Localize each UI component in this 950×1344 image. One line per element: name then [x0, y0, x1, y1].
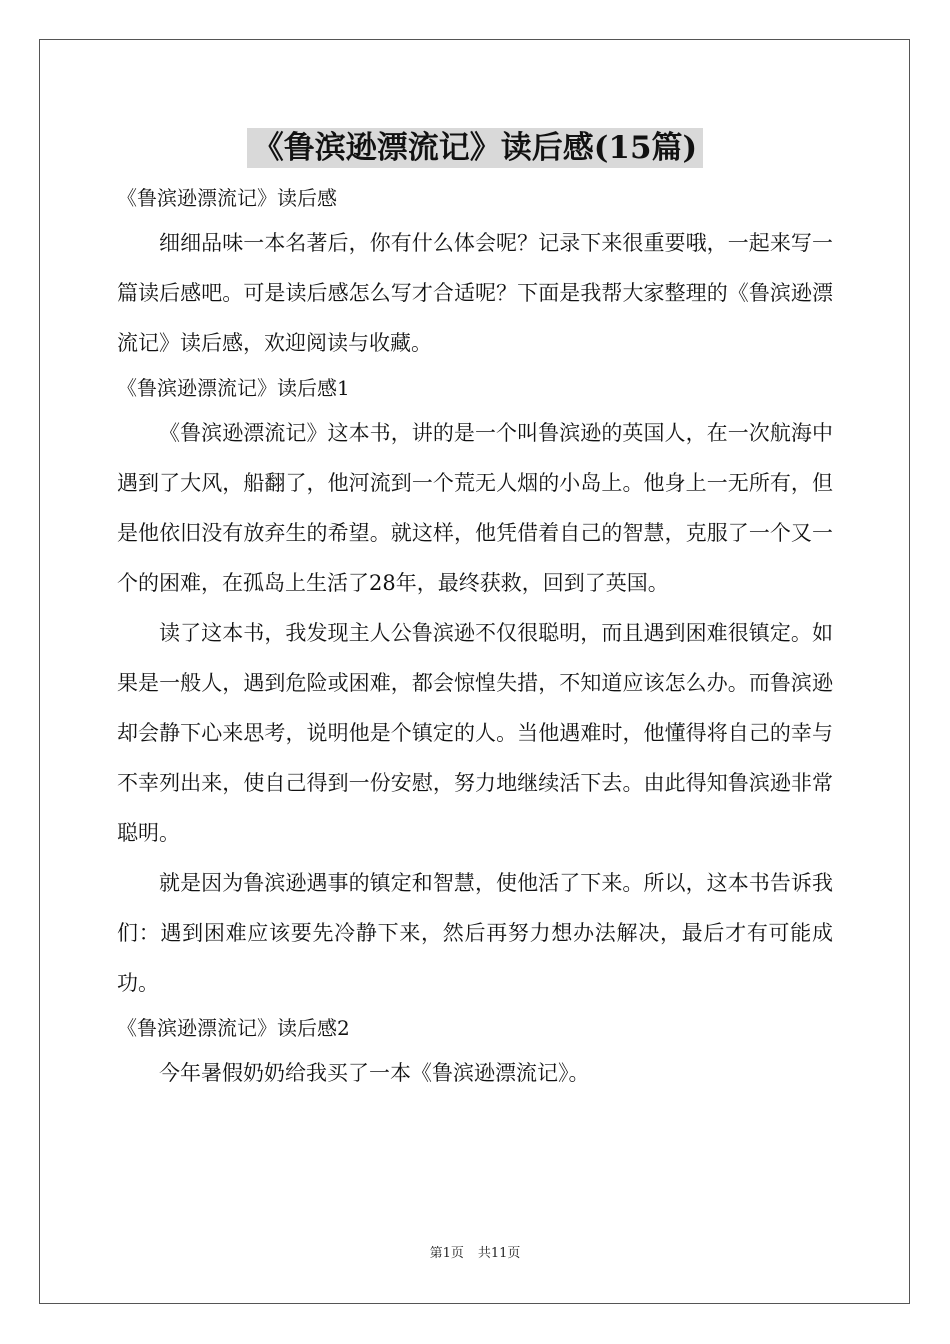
section-heading: 《鲁滨逊漂流记》读后感 [117, 186, 337, 210]
paragraph: 细细品味一本名著后，你有什么体会呢？记录下来很重要哦，一起来写一篇读后感吧。可是读后感怎么写才合适呢？下面是我帮大家整理的《鲁滨逊漂流记》读后感，欢迎阅读与收藏。 [117, 231, 833, 355]
section-heading: 《鲁滨逊漂流记》读后感2 [117, 1016, 350, 1040]
section-heading: 《鲁滨逊漂流记》读后感1 [117, 376, 350, 400]
section-1 [117, 368, 833, 1008]
section-intro [117, 178, 833, 368]
page-footer [0, 1245, 950, 1263]
page-number: 第1页 [429, 1246, 464, 1261]
document-title: 《鲁滨逊漂流记》读后感(15篇) [247, 128, 703, 168]
title-container [0, 128, 950, 168]
paragraph: 就是因为鲁滨逊遇事的镇定和智慧，使他活了下来。所以，这本书告诉我们：遇到困难应该要先冷静下来，然后再努力想办法解决，最后才有可能成功。 [117, 871, 833, 995]
page-total: 共11页 [477, 1246, 521, 1261]
paragraph: 读了这本书，我发现主人公鲁滨逊不仅很聪明，而且遇到困难很镇定。如果是一般人，遇到危险或困难，都会惊惶失措，不知道应该怎么办。而鲁滨逊却会静下心来思考，说明他是个镇定的人。当他遇难时，他懂得将自己的幸与不幸列出来，使自己得到一份安慰，努力地继续活下去。由此得知鲁滨逊非常聪明。 [117, 621, 833, 845]
paragraph: 《鲁滨逊漂流记》这本书，讲的是一个叫鲁滨逊的英国人，在一次航海中遇到了大风，船翻了，他河流到一个荒无人烟的小岛上。他身上一无所有，但是他依旧没有放弃生的希望。就这样，他凭借着自己的智慧，克服了一个又一个的困难，在孤岛上生活了28年，最终获救，回到了英国。 [117, 421, 833, 595]
document-body [117, 178, 833, 1098]
section-2 [117, 1008, 833, 1098]
paragraph: 今年暑假奶奶给我买了一本《鲁滨逊漂流记》。 [159, 1061, 590, 1085]
